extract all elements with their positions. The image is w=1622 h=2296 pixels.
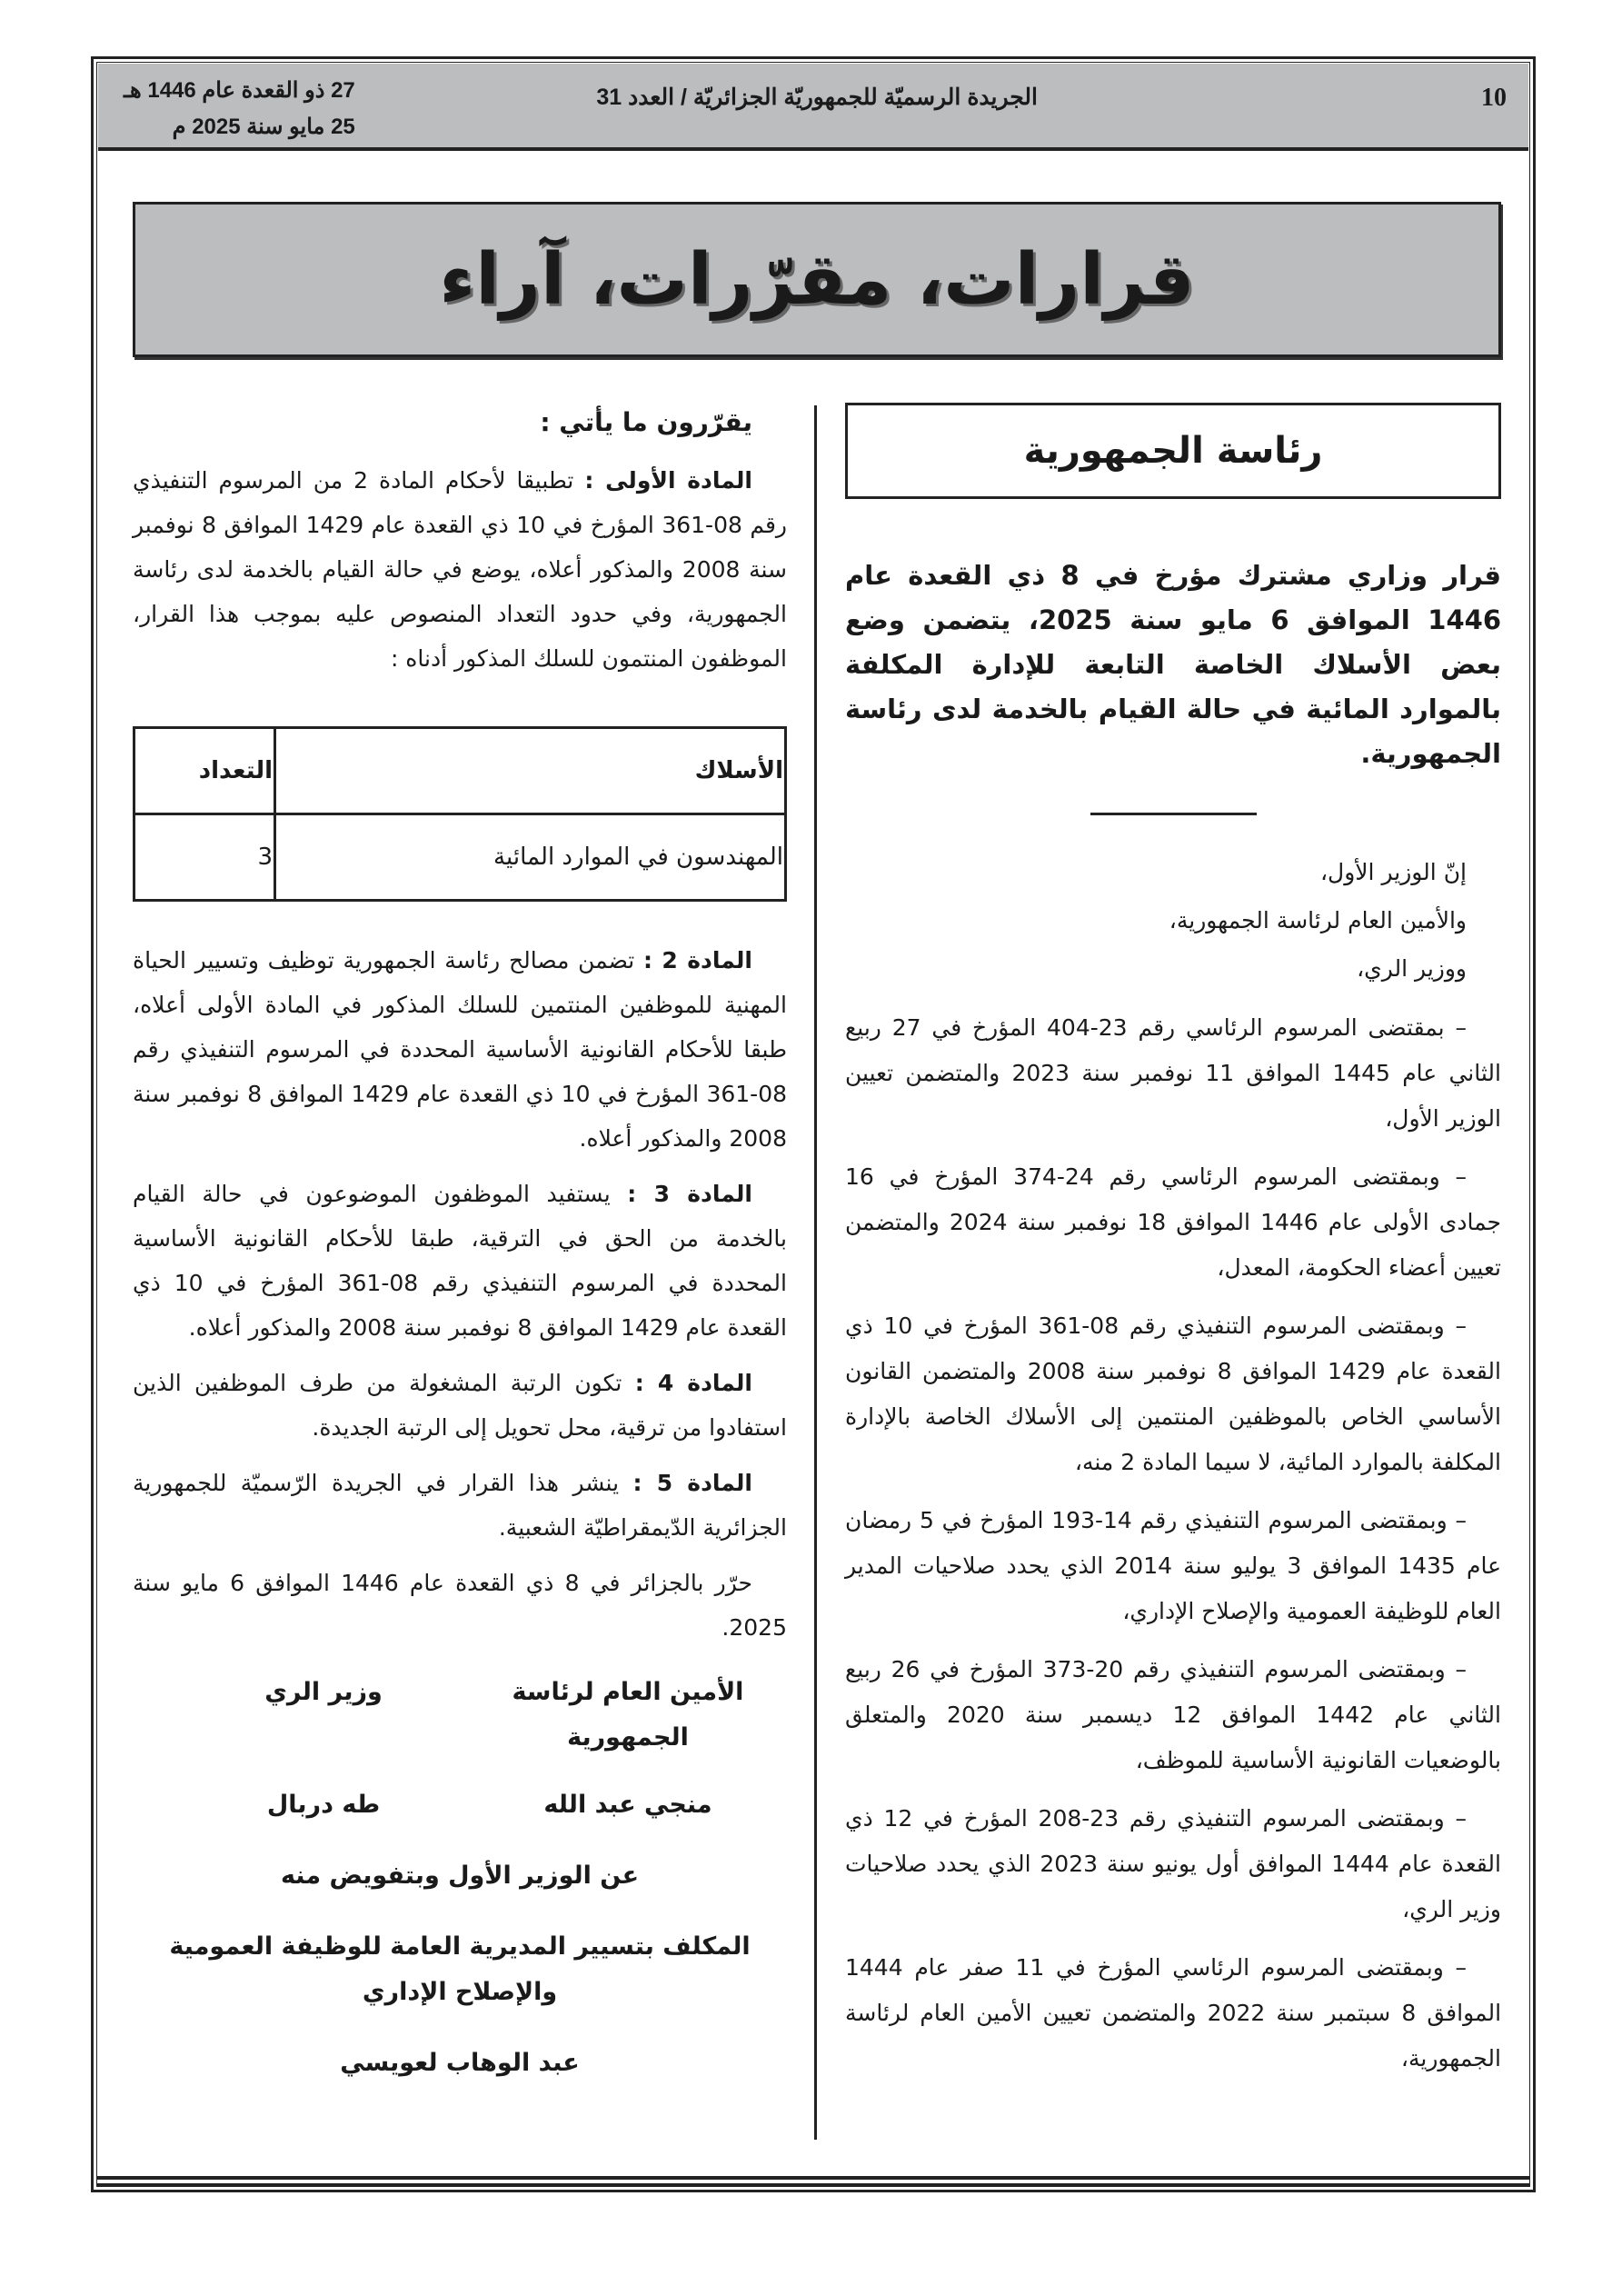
section-title-box: [133, 202, 1501, 357]
visa-paragraph: – وبمقتضى المرسوم التنفيذي رقم 20-373 المؤرخ في 26 ربيع الثاني عام 1442 الموافق 12 ديسمبر سنة 2020 والمتعلق بالوضعيات القانونية الأساسية للموظف،: [845, 1656, 1501, 1773]
table-row: [134, 814, 786, 901]
decides-heading: يقرّرون ما يأتي :: [540, 407, 752, 437]
bottom-rule: [96, 2176, 1530, 2180]
article-text: يستفيد الموظفون الموضوعون في حالة القيام بالخدمة من الحق في الترقية، طبقا للأحكام القانونية الأساسية المحددة في المرسوم التنفيذي رقم 08-361 المؤرخ في 10 ذي القعدة عام 1429 الموافق 8 نوفمبر سنة 2008 والمذكور أعلاه.: [133, 1181, 787, 1341]
visa-paragraph: – بمقتضى المرسوم الرئاسي رقم 23-404 المؤرخ في 27 ربيع الثاني عام 1445 الموافق 11 نوفمبر سنة 2023 والمتضمن تعيين الوزير الأول،: [845, 1014, 1501, 1132]
left-column: [133, 400, 787, 2086]
ministry-section-title: رئاسة الجمهورية: [1023, 430, 1323, 472]
table-cell-corps: المهندسون في الموارد المائية: [275, 814, 786, 901]
signatory-name: طه دربال: [266, 1791, 381, 1819]
signature-minister: [187, 1670, 460, 1828]
gregorian-date: 25 مايو سنة 2025 م: [172, 115, 355, 139]
article-label: المادة 2 :: [642, 947, 752, 973]
separator-rule: [1090, 813, 1257, 815]
table-header-corps: الأسلاك: [275, 728, 786, 814]
visa-paragraph: – وبمقتضى المرسوم التنفيذي رقم 08-361 المؤرخ في 10 ذي القعدة عام 1429 الموافق 8 نوفمبر سنة 2008 والمتضمن القانون الأساسي الخاص بالموظفين المنتمين إلى الأسلاك الخاصة بالإدارة المكلفة بالموارد المائية، لا سيما المادة 2 منه،: [845, 1313, 1501, 1475]
signatory-title: الأمين العام لرئاسة الجمهورية: [512, 1678, 744, 1752]
article-label: المادة 5 :: [632, 1470, 752, 1496]
visa-paragraph: – وبمقتضى المرسوم التنفيذي رقم 14-193 المؤرخ في 5 رمضان عام 1435 الموافق 3 يوليو سنة 2014 الذي يحدد صلاحيات المدير العام للوظيفة العمومية والإصلاح الإداري،: [845, 1507, 1501, 1624]
delegate-title: المكلف بتسيير المديرية العامة للوظيفة العمومية والإصلاح الإداري: [169, 1932, 751, 2006]
signatures: [133, 1670, 787, 1828]
delegate-name: عبد الوهاب لعويسي: [340, 2049, 580, 2077]
table-cell-count: 3: [134, 814, 275, 901]
article-text: تكون الرتبة المشغولة من طرف الموظفين الذين استفادوا من ترقية، محل تحويل إلى الرتبة الجديدة.: [133, 1370, 787, 1441]
article-text: ينشر هذا القرار في الجريدة الرّسميّة للجمهورية الجزائرية الدّيمقراطيّة الشعبية.: [133, 1470, 787, 1541]
bottom-rule: [96, 2183, 1530, 2187]
journal-title: الجريدة الرسميّة للجمهوريّة الجزائريّة / العدد 31: [596, 85, 1038, 110]
visa-paragraph: – وبمقتضى المرسوم التنفيذي رقم 23-208 المؤرخ في 12 ذي القعدة عام 1444 الموافق أول يونيو سنة 2023 الذي يحدد صلاحيات وزير الري،: [845, 1805, 1501, 1922]
signatory-name: منجي عبد الله: [543, 1791, 712, 1819]
article-label: المادة 4 :: [634, 1370, 752, 1396]
intro-line: إنّ الوزير الأول،: [1319, 859, 1467, 885]
intro-line: ووزير الري،: [1357, 955, 1467, 982]
page-number: 10: [1481, 84, 1507, 112]
visa-paragraph: – وبمقتضى المرسوم الرئاسي المؤرخ في 11 صفر عام 1444 الموافق 8 سبتمبر سنة 2022 والمتضمن تعيين الأمين العام لرئاسة الجمهورية،: [845, 1954, 1502, 2071]
decree-title: قرار وزاري مشترك مؤرخ في 8 ذي القعدة عام 1446 الموافق 6 مايو سنة 2025، يتضمن وضع بعض الأسلاك الخاصة التابعة للإدارة المكلفة بالموارد المائية في حالة القيام بالخدمة لدى رئاسة الجمهورية.: [845, 560, 1501, 769]
corps-table: [133, 726, 787, 902]
article-4: [133, 1361, 787, 1450]
right-column: [845, 403, 1501, 2081]
article-text: تطبيقا لأحكام المادة 2 من المرسوم التنفيذي رقم 08-361 المؤرخ في 10 ذي القعدة عام 1429 الموافق 8 نوفمبر سنة 2008 والمذكور أعلاه، يوضع في حالة القيام بالخدمة لدى رئاسة الجمهورية، وفي حدود التعداد المنصوص عليه بموجب هذا القرار، الموظفون المنتمون للسلك المذكور أدناه :: [133, 467, 788, 672]
delegation-line: عن الوزير الأول وبتفويض منه: [280, 1862, 640, 1890]
article-1: [133, 458, 787, 681]
signature-secretary-general: [478, 1670, 778, 1828]
visa-paragraph: – وبمقتضى المرسوم الرئاسي رقم 24-374 المؤرخ في 16 جمادى الأولى عام 1446 الموافق 18 نوفمبر سنة 2024 والمتضمن تعيين أعضاء الحكومة، المعدل،: [845, 1163, 1501, 1281]
table-header-count: التعداد: [134, 728, 275, 814]
hijri-date: 27 ذو القعدة عام 1446 هـ: [124, 78, 355, 103]
article-text: تضمن مصالح رئاسة الجمهورية توظيف وتسيير الحياة المهنية للموظفين المنتمين للسلك المذكور في المادة الأولى أعلاه، طبقا للأحكام القانونية الأساسية المحددة في المرسوم التنفيذي رقم 08-361 المؤرخ في 10 ذي القعدة عام 1429 الموافق 8 نوفمبر سنة 2008 والمذكور أعلاه.: [133, 947, 787, 1152]
section-title: قرارات، مقرّرات، آراء: [439, 238, 1195, 321]
ministry-section-box: [845, 403, 1501, 499]
signatory-title: وزير الري: [264, 1678, 383, 1706]
page-header: [98, 64, 1528, 151]
column-divider: [814, 405, 817, 2140]
article-label: المادة 3 :: [627, 1181, 752, 1207]
article-3: [133, 1172, 787, 1350]
done-at: حرّر بالجزائر في 8 ذي القعدة عام 1446 الموافق 6 مايو سنة 2025.: [133, 1570, 787, 1641]
article-2: [133, 938, 787, 1161]
article-label: المادة الأولى :: [584, 467, 752, 494]
article-5: [133, 1461, 787, 1550]
table-header-row: [134, 728, 786, 814]
intro-line: والأمين العام لرئاسة الجمهورية،: [1169, 907, 1467, 933]
issue-date: [124, 73, 355, 145]
